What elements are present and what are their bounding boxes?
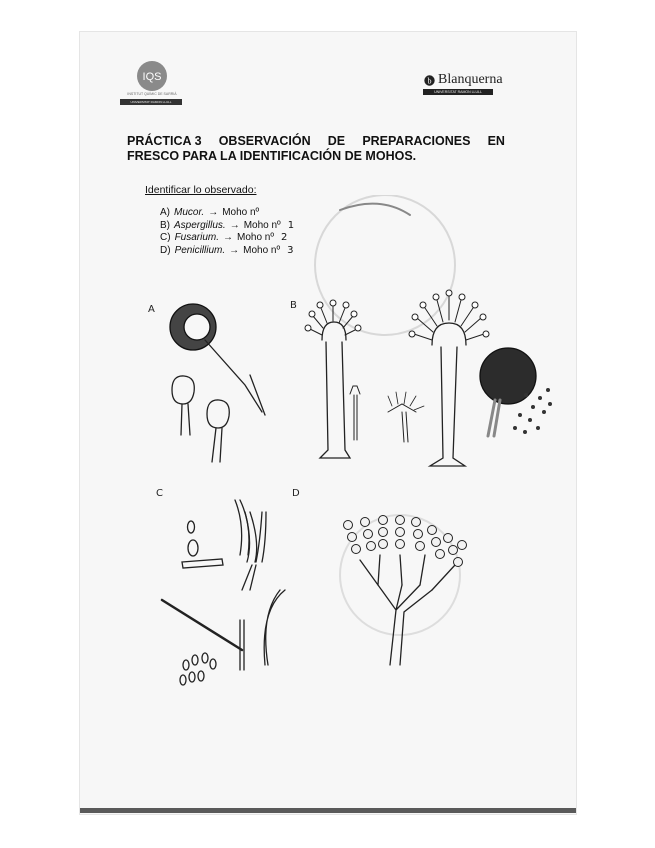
- handwritten-answer: 3: [287, 244, 294, 256]
- macroconidium-curved: [264, 590, 285, 665]
- fusarium-drawing: [162, 500, 285, 685]
- mucor-drawing: [170, 304, 265, 462]
- phialides: [310, 306, 357, 335]
- title-word: PREPARACIONES: [362, 134, 471, 148]
- conidia-chains: [344, 516, 467, 567]
- blanquerna-logo: [424, 72, 503, 88]
- svg-text:b: b: [427, 76, 432, 85]
- macroconidium: [235, 500, 249, 555]
- mold-drawings: [80, 195, 575, 695]
- title-word: DE: [327, 134, 346, 148]
- figure-label-d: D: [292, 488, 300, 499]
- genus-name: Fusarium.: [174, 232, 220, 243]
- iqs-logo-subtitle: INSTITUT QUÍMIC DE SARRIÀ: [127, 92, 177, 96]
- title-word: OBSERVACIÓN: [218, 134, 311, 148]
- genus-name: Mucor.: [174, 207, 205, 218]
- aspergillus-drawing: [305, 290, 552, 466]
- sporangiophore: [250, 375, 265, 415]
- blanquerna-logo-bar: UNIVERSITAT RAMON LLULL: [423, 89, 493, 95]
- penicillium-drawing: [340, 515, 467, 665]
- page-edge-shadow: [80, 808, 576, 813]
- list-item: C) Fusarium. → Moho nº 2: [160, 232, 288, 243]
- figure-label-a: A: [148, 304, 155, 315]
- blanquerna-mark-icon: [424, 75, 435, 86]
- conidiophore-stalk-large: [430, 347, 465, 466]
- list-item: D) Penicillium. → Moho nº 3: [160, 244, 294, 256]
- title-word: PRÁCTICA 3: [127, 134, 202, 148]
- genus-name: Penicillium.: [174, 244, 226, 256]
- sporangium-small: [207, 400, 229, 428]
- iqs-logo-bar: UNIVERSITAT RAMON LLULL: [120, 99, 182, 105]
- svg-text:IQS: IQS: [142, 71, 162, 83]
- list-item: A) Mucor. → Moho nº: [160, 207, 260, 218]
- title-line-2: FRESCO PARA LA IDENTIFICACIÓN DE MOHOS.: [127, 149, 417, 163]
- blanquerna-logo-text: Blanquerna: [438, 72, 503, 87]
- instruction-heading: Identificar lo observado:: [145, 184, 257, 196]
- faint-ink-blot: [315, 195, 455, 335]
- hypha-chain: [162, 600, 242, 650]
- list-item: B) Aspergillus. → Moho nº 1: [160, 219, 295, 231]
- genus-name: Aspergillus.: [174, 219, 226, 231]
- conidiophore: [378, 585, 432, 665]
- metulae: [360, 555, 455, 590]
- microconidia: [180, 653, 216, 685]
- page-title: [127, 134, 505, 164]
- columella: [184, 314, 210, 340]
- vesicle: [322, 322, 346, 340]
- conidiophore-stalk: [320, 342, 350, 458]
- title-word: EN: [487, 134, 505, 148]
- handwritten-answer: 1: [287, 219, 295, 231]
- figure-label-b: B: [290, 300, 297, 311]
- faint-ink-mark: [340, 204, 410, 215]
- figure-label-c: C: [156, 488, 163, 499]
- sporangium-small: [172, 376, 194, 404]
- handwritten-answer: 2: [281, 232, 288, 243]
